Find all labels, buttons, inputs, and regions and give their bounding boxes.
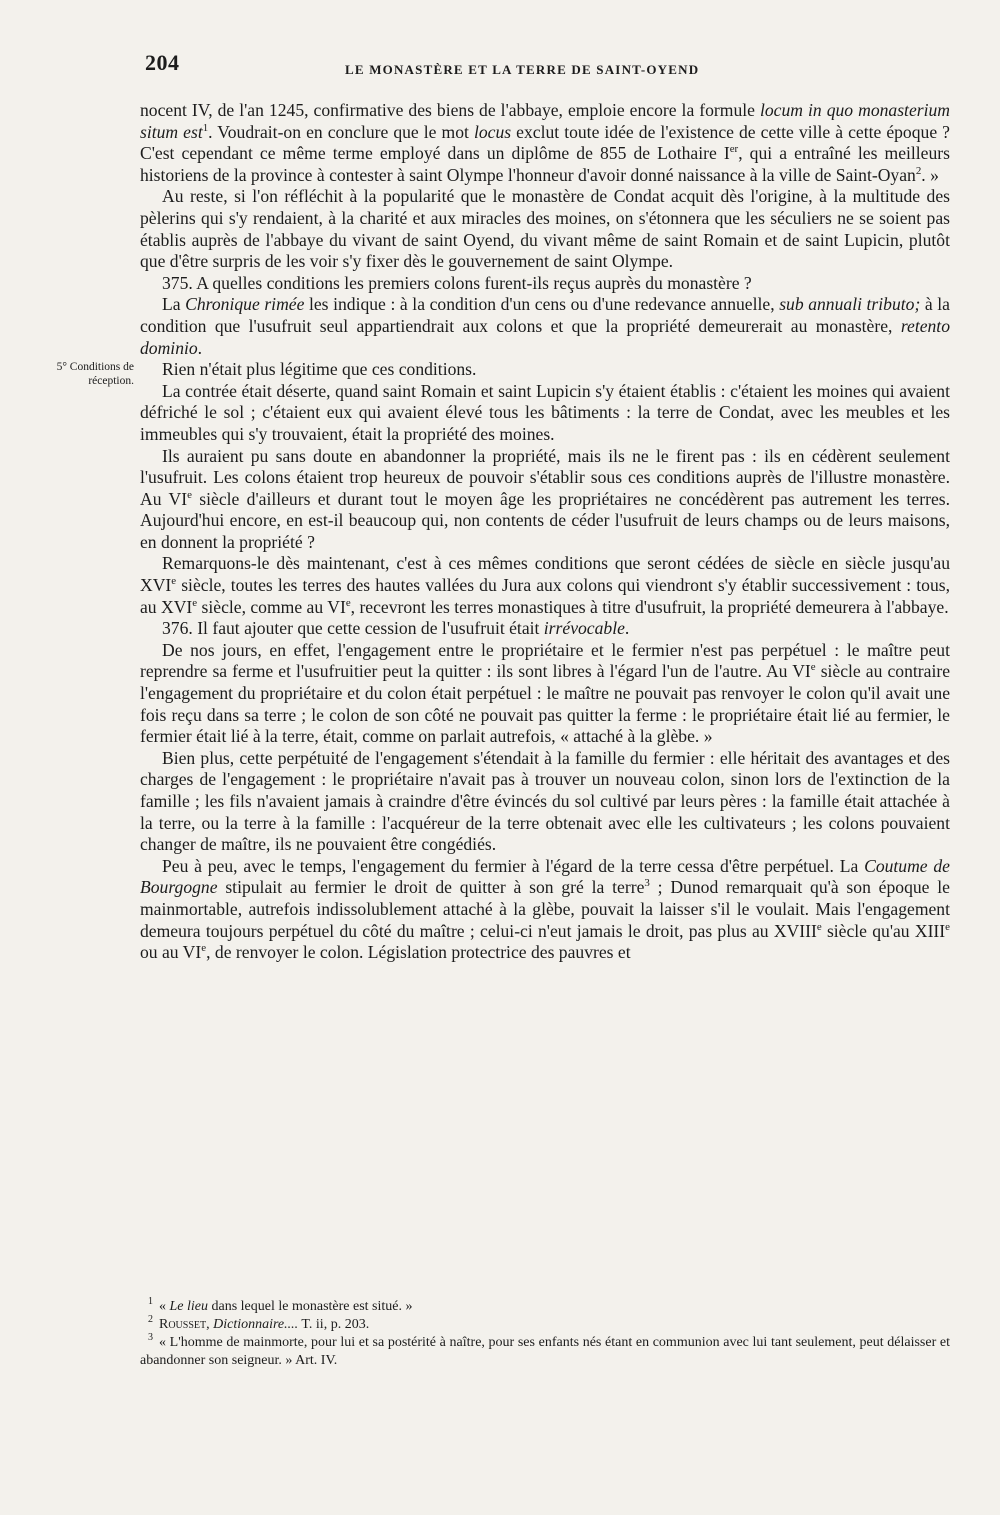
paragraph: Peu à peu, avec le temps, l'engagement du fermier à l'égard de la terre cessa d'être perpétuel. La Coutume de Bourgogne stipulait au fermier le droit de quitter à son gré la terre$^3$ ; Dunod remarquait qu'à son époque le mainmortable, autrefois indissolublement attaché à la glèbe, pouvait la laisser s'il le voulait. Mais l'engagement demeura toujours perpétuel du côté du maître ; celui-ci n'eut jamais le droit, pas plus au XVIIIe siècle qu'au XIIIe ou au VIe, de renvoyer le colon. Législation protectrice des pauvres et	[140, 855, 950, 963]
paragraph: Bien plus, cette perpétuité de l'engagement s'étendait à la famille du fermier : elle héritait des avantages et des charges de l'engagement : le propriétaire n'avait pas à trouver un nouveau colon, sinon lors de l'extinction de la famille ; les fils n'avaient jamais à craindre d'être évincés du sol cultivé par leurs pères : la famille était attachée à la terre, ou la terre à la famille : l'acquéreur de la terre obtenait avec elle les cultivateurs ; les colons pouvaient changer de maître, ils ne pouvaient être congédiés.	[140, 747, 950, 855]
paragraph: Rien n'était plus légitime que ces conditions.	[162, 359, 477, 380]
paragraph: La Chronique rimée les indique : à la condition d'un cens ou d'une redevance annuelle, sub annuali tributo; à la condition que l'usufruit seul appartiendrait aux colons et que la propriété demeurerait au monastère, retento dominio.	[140, 294, 950, 358]
paragraph: Ils auraient pu sans doute en abandonner la propriété, mais ils ne le firent pas : ils en cédèrent seulement l'usufruit. Les colons étaient trop heureux de pouvoir s'établir sous ces conditions auprès de l'illustre monastère. Au VIe siècle d'ailleurs et durant tout le moyen âge les propriétaires ne concédèrent pas autrement les terres. Aujourd'hui encore, en est-il beaucoup qui, non contents de céder l'usufruit de leurs champs ou de leurs maisons, en donnent la propriété ?	[140, 445, 950, 552]
margin-note: 5° Conditions de réception.	[56, 361, 134, 387]
paragraph: nocent IV, de l'an 1245, confirmative des biens de l'abbaye, emploie encore la formule locum in quo monasterium situm est$^1$. Voudrait-on en conclure que le mot locus exclut toute idée de l'existence de cette ville à cette époque ? C'est cependant ce même terme employé dans un diplôme de 855 de Lothaire Ier, qui a entraîné les meilleurs historiens de la province à contester à saint Olympe l'honneur d'avoir donné naissance à la ville de Saint-Oyan$^2$. »	[140, 100, 950, 185]
section-heading: 376. Il faut ajouter que cette cession de l'usufruit était irrévocable.	[162, 618, 630, 639]
paragraph: Remarquons-le dès maintenant, c'est à ces mêmes conditions que seront cédées de siècle en siècle jusqu'au XVIe siècle, toutes les terres des hautes vallées du Jura aux colons qui viendront s'y établir successivement : tous, au XVIe siècle, comme au VIe, recevront les terres monastiques à titre d'usufruit, la propriété demeurera à l'abbaye.	[140, 553, 950, 617]
footnote: $^1$ « Le lieu dans lequel le monastère est situé. »	[148, 1296, 413, 1314]
paragraph: La contrée était déserte, quand saint Romain et saint Lupicin s'y étaient établis : c'étaient les moines qui avaient défriché le sol ; c'étaient eux qui avaient élevé tous les bâtiments : la terre de Condat, avec les meubles et les immeubles qui s'y trouvaient, était la propriété des moines.	[140, 380, 950, 444]
footnote: $^2$ Rousset, Dictionnaire.... T. ii, p. 203.	[148, 1314, 370, 1332]
footnote: $^3$ « L'homme de mainmorte, pour lui et sa postérité à naître, pour ses enfants nés étant en communion avec lui tant seulement, peut délaisser et abandonner son seigneur. » Art. IV.	[140, 1332, 950, 1368]
page-number: 204	[145, 50, 180, 75]
paragraph: De nos jours, en effet, l'engagement entre le propriétaire et le fermier n'est pas perpétuel : le maître peut reprendre sa ferme et l'usufruitier peut la quitter : ils sont libres à l'égard l'un de l'autre. Au VIe siècle au contraire l'engagement du propriétaire et du colon était perpétuel : le maître ne pouvait pas renvoyer le colon qu'il avait une fois reçu dans sa terre ; le colon de son côté ne pouvait pas quitter la ferme : le propriétaire était lié au fermier, le fermier était lié à la terre, était, comme on parlait autrefois, « attaché à la glèbe. »	[140, 639, 950, 747]
running-head: LE MONASTÈRE ET LA TERRE DE SAINT-OYEND	[345, 62, 700, 77]
paragraph: Au reste, si l'on réfléchit à la popularité que le monastère de Condat acquit dès l'origine, à la multitude des pèlerins qui s'y rendaient, à la charité et aux miracles des moines, on s'étonnera que les séculiers ne se soient pas établis auprès de l'abbaye du vivant de saint Oyend, du vivant même de saint Romain et de saint Lupicin, plutôt que d'être surpris de les voir s'y fixer dès le gouvernement de saint Olympe.	[140, 186, 950, 272]
section-heading: 375. A quelles conditions les premiers colons furent-ils reçus auprès du monastère ?	[162, 272, 752, 293]
body-text	[140, 100, 950, 964]
footnotes	[140, 1298, 950, 1370]
